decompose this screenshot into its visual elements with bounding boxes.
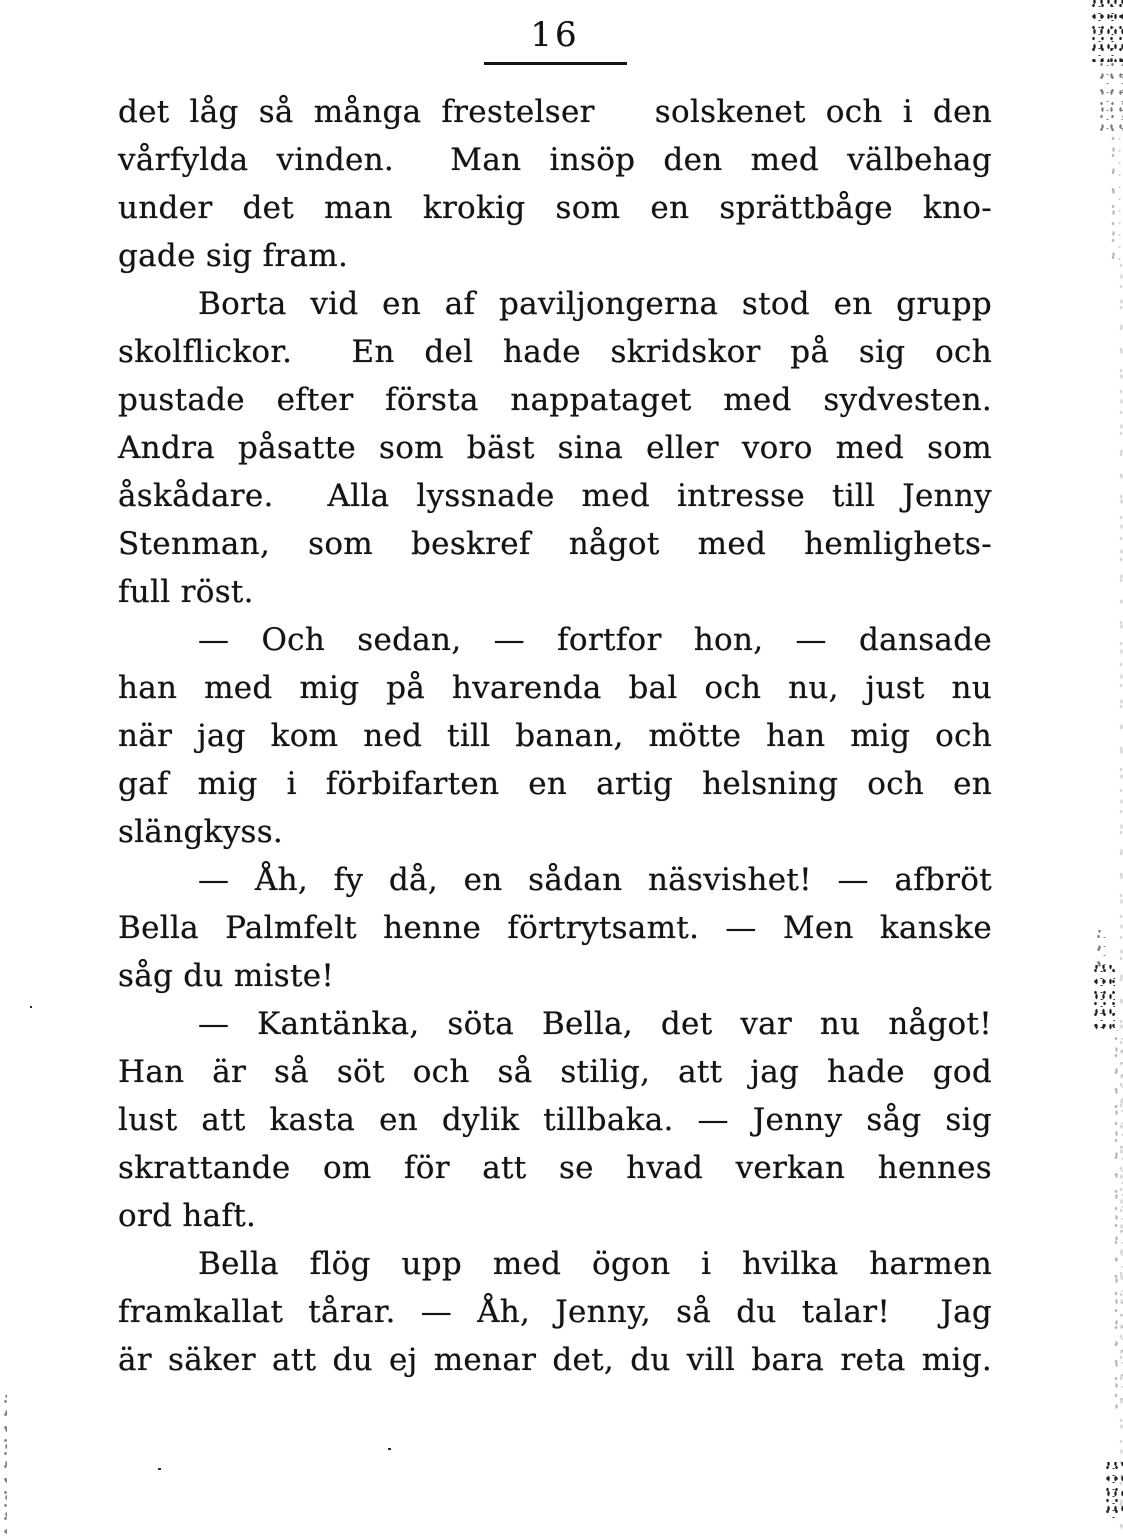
text-line: framkallat tårar. — Åh, Jenny, så du talar! Jag — [118, 1294, 992, 1330]
text-line: Stenman, som beskref något med hemlighets- — [118, 526, 992, 562]
text-line: under det man krokig som en sprättbåge kno- — [118, 190, 992, 226]
scan-noise-blob-small — [1093, 930, 1107, 968]
text-line: Bella flög upp med ögon i hvilka harmen — [198, 1246, 992, 1282]
text-line: såg du miste! — [118, 958, 335, 994]
text-line: han med mig på hvarenda bal och nu, just nu — [118, 670, 992, 706]
paragraph — [118, 280, 992, 616]
text-line: vårfylda vinden. Man insöp den med välbehag — [118, 142, 992, 178]
scan-speck — [158, 1468, 161, 1470]
text-line: full röst. — [118, 574, 254, 610]
scan-noise-blob-large — [1091, 965, 1115, 1033]
text-line: när jag kom ned till banan, mötte han mig och — [118, 718, 992, 754]
text-line: Han är så söt och så stilig, att jag hade god — [118, 1054, 992, 1090]
text-line: gaf mig i förbifarten en artig helsning och en — [118, 766, 992, 802]
text-block — [118, 88, 992, 1384]
text-line: gade sig fram. — [118, 238, 349, 274]
paragraph — [118, 1240, 992, 1384]
text-line: Borta vid en af paviljongerna stod en grupp — [198, 286, 992, 322]
text-line: skolflickor. En del hade skridskor på sig och — [118, 334, 992, 370]
text-line: skrattande om för att se hvad verkan hennes — [118, 1150, 992, 1186]
scan-noise-top-right-fade — [1096, 58, 1123, 133]
header-rule — [484, 62, 627, 65]
paragraph — [118, 1000, 992, 1240]
text-line: åskådare. Alla lyssnade med intresse till Jenny — [118, 478, 992, 514]
text-line: pustade efter första nappataget med sydvesten. — [118, 382, 992, 418]
scan-noise-bottom-left — [0, 1395, 7, 1536]
text-line: — Kantänka, söta Bella, det var nu något! — [198, 1006, 992, 1042]
text-line: lust att kasta en dylik tillbaka. — Jenny såg sig — [118, 1102, 992, 1138]
text-line: — Och sedan, — fortfor hon, — dansade — [198, 622, 992, 658]
text-line: ord haft. — [118, 1198, 257, 1234]
paragraph — [118, 616, 992, 856]
page-header — [118, 14, 992, 65]
text-line: det låg så många frestelser solskenet och i den — [118, 94, 992, 130]
scan-speck — [30, 1006, 32, 1008]
paragraph — [118, 88, 992, 280]
scan-noise-bottom-right — [1103, 1462, 1123, 1520]
scan-noise-left-strip — [0, 560, 5, 1260]
scan-noise-right-lower — [1109, 1030, 1123, 1410]
paragraph — [118, 856, 992, 1000]
text-line: — Åh, fy då, en sådan näsvishet! — afbröt — [198, 862, 992, 898]
text-line: är säker att du ej menar det, du vill bara reta mig. — [118, 1342, 992, 1378]
scan-speck — [388, 1448, 391, 1450]
scan-noise-top-right — [1089, 0, 1123, 62]
text-line: Andra påsatte som bäst sina eller voro med som — [118, 430, 992, 466]
scan-noise-top-right-tail — [1106, 130, 1123, 260]
text-line: slängkyss. — [118, 814, 284, 850]
page-number: 16 — [530, 15, 580, 55]
text-line: Bella Palmfelt henne förtrytsamt. — Men kanske — [118, 910, 992, 946]
